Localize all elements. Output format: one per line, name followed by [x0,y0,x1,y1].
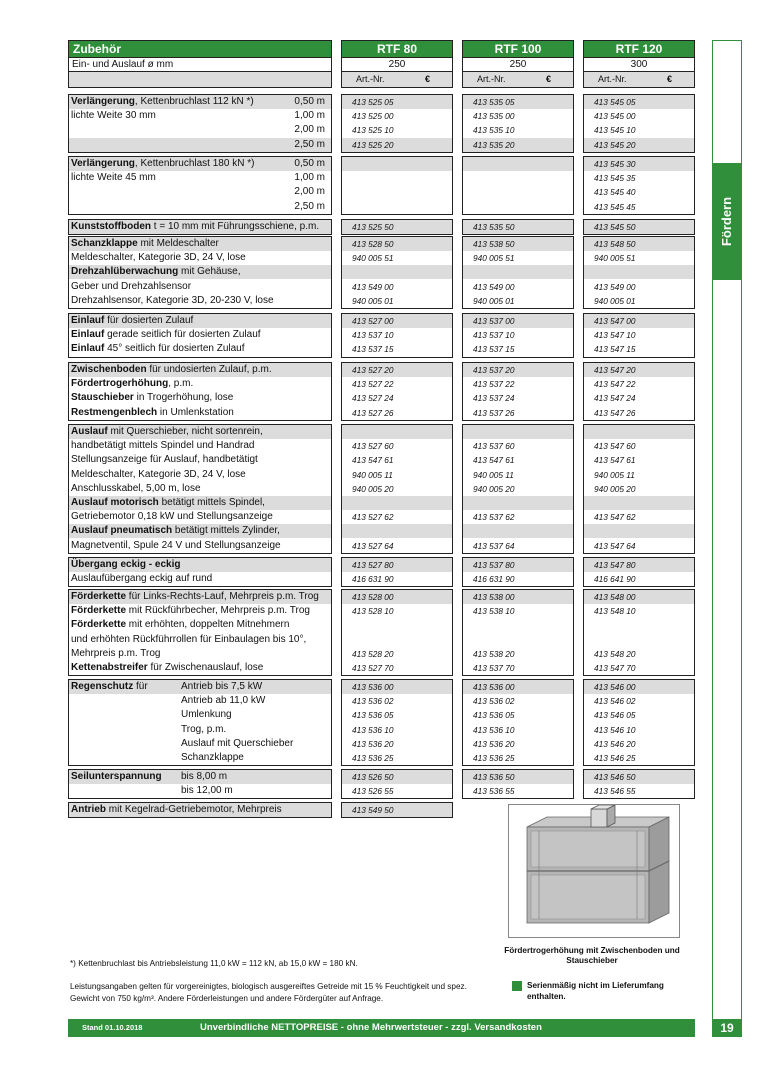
article-number [463,633,573,647]
article-number: 413 528 10 [352,606,394,616]
row-length: 2,00 m [294,124,325,135]
table-row [69,363,331,377]
article-number: 413 536 25 [473,753,515,763]
article-number: 413 536 05 [473,710,515,720]
art-header [463,72,573,87]
model-header-rtf80: RTF 80 [341,40,453,58]
article-number: 940 005 01 [473,296,515,306]
table-row [69,482,331,496]
article-number: 413 537 15 [473,344,515,354]
art-nr-label: Art.-Nr. [356,74,385,84]
row-subitem: Antrieb bis 7,5 kW [181,681,263,692]
article-number: 413 536 05 [352,710,394,720]
table-row [69,251,331,265]
article-number [463,496,573,510]
table-row [69,95,331,109]
row-description: Auslauf pneumatisch betätigt mittels Zylinder, [71,525,280,536]
article-number: 413 527 64 [352,541,394,551]
article-number [584,496,694,510]
diameter-value: 250 [463,58,573,72]
diameter-value: 250 [342,58,452,72]
footnote-breaking-load: *) Kettenbruchlast bis Antriebsleistung 11,0 kW = 112 kN, ab 15,0 kW = 180 kN. [70,959,358,968]
row-description: Mehrpreis p.m. Trog [71,648,161,659]
row-length: 0,50 m [294,96,325,107]
row-description: Zwischenboden für undosierten Zulauf, p.m. [71,364,272,375]
row-description: Fördertrogerhöhung, p.m. [71,378,194,389]
row-description: Geber und Drehzahlsensor [71,281,192,292]
article-number [584,618,694,632]
article-number: 413 546 05 [594,710,636,720]
article-number: 413 546 00 [584,680,694,694]
article-number: 413 527 26 [352,408,394,418]
article-number [342,171,452,185]
article-number: 413 526 55 [352,786,394,796]
row-description: Kunststoffboden t = 10 mm mit Führungsschiene, p.m. [71,221,320,232]
row-description: Getriebemotor 0,18 kW und Stellungsanzeige [71,511,273,522]
table-row [69,314,331,328]
article-number [463,157,573,171]
table-row [69,468,331,482]
article-number: 413 535 05 [463,95,573,109]
article-number: 940 005 11 [352,470,393,480]
article-number: 413 545 10 [594,125,636,135]
row-description: Schanzklappe mit Meldeschalter [71,238,219,249]
table-row [69,391,331,405]
trough-illustration [509,805,679,937]
article-number: 413 545 30 [584,157,694,171]
table-row [69,510,331,524]
article-number: 413 536 02 [473,696,515,706]
article-number [463,524,573,538]
article-number [584,425,694,439]
article-number [584,633,694,647]
table-row [69,425,331,439]
subheader-col-2 [583,58,695,88]
footer-bar [68,1019,695,1037]
article-number: 413 527 00 [342,314,452,328]
article-number: 940 005 20 [594,484,636,494]
article-number: 413 538 00 [463,590,573,604]
article-number: 940 005 11 [473,470,514,480]
article-number: 413 536 00 [342,680,452,694]
row-description: Meldeschalter, Kategorie 3D, 24 V, lose [71,252,246,263]
table-row [69,694,331,708]
article-number: 413 536 55 [473,786,515,796]
row-subitem: bis 12,00 m [181,785,233,796]
table-row [69,618,331,632]
article-number: 413 537 10 [473,330,515,340]
row-description: Einlauf für dosierten Zulauf [71,315,194,326]
article-number [342,265,452,279]
article-number: 413 536 50 [463,770,573,784]
table-row [69,558,331,572]
article-number [463,265,573,279]
article-number: 413 548 10 [594,606,636,616]
article-number: 413 535 20 [463,138,573,152]
table-row [69,280,331,294]
article-number: 413 527 22 [352,379,394,389]
row-description: Verlängerung, Kettenbruchlast 180 kN *) [71,158,255,169]
table-row [69,737,331,751]
article-number: 413 549 00 [473,282,515,292]
article-number: 413 536 10 [473,725,515,735]
article-number: 413 527 70 [352,663,394,673]
article-number: 413 547 70 [594,663,636,673]
article-number: 413 537 22 [473,379,515,389]
article-number [342,496,452,510]
article-number [463,200,573,214]
model-header-rtf120: RTF 120 [583,40,695,58]
table-row [69,171,331,185]
article-number: 413 545 50 [584,220,694,234]
article-number: 413 538 20 [473,649,515,659]
article-number [342,524,452,538]
article-number: 413 548 20 [594,649,636,659]
table-row [69,751,331,765]
row-length: 2,00 m [294,186,325,197]
article-number [463,425,573,439]
article-number: 413 547 24 [594,393,636,403]
art-header [584,72,694,87]
article-number: 413 527 80 [342,558,452,572]
article-number [463,185,573,199]
table-row [69,723,331,737]
row-description: Stauschieber in Trogerhöhung, lose [71,392,234,403]
table-row [69,680,331,694]
row-description: und erhöhten Rückführrollen für Einbaulagen bis 10°, [71,634,307,645]
article-number: 413 547 10 [594,330,636,340]
row-description: Förderkette für Links-Rechts-Lauf, Mehrpreis p.m. Trog [71,591,319,602]
article-number: 413 547 60 [594,441,636,451]
article-number: 413 545 20 [584,138,694,152]
footer-text: Unverbindliche NETTOPREISE - ohne Mehrwertsteuer - zzgl. Versandkosten [200,1022,542,1033]
article-number: 413 537 64 [473,541,515,551]
article-number: 413 528 20 [352,649,394,659]
euro-label: € [666,74,672,84]
article-number: 413 537 60 [473,441,515,451]
product-image [508,804,680,938]
article-number [342,618,452,632]
article-number: 413 536 20 [352,739,394,749]
article-number: 413 545 05 [584,95,694,109]
art-header [342,72,452,87]
article-number: 940 005 51 [594,253,636,263]
article-number: 413 537 10 [352,330,394,340]
table-row [69,406,331,420]
article-number [463,618,573,632]
row-description: Einlauf gerade seitlich für dosierten Zulauf [71,329,261,340]
row-length: 0,50 m [294,158,325,169]
article-number [342,185,452,199]
table-row [69,496,331,510]
article-number: 413 527 60 [352,441,394,451]
article-number: 413 526 50 [342,770,452,784]
table-row [69,342,331,356]
table-row [69,803,331,817]
image-caption: Fördertrogerhöhung mit Zwischenboden und Stauschieber [504,946,680,965]
article-number: 940 005 11 [594,470,635,480]
article-number: 940 005 01 [594,296,636,306]
table-row [69,661,331,675]
article-number [342,633,452,647]
article-number: 940 005 20 [473,484,515,494]
article-number: 413 547 26 [594,408,636,418]
table-row [69,439,331,453]
row-description: Stellungsanzeige für Auslauf, handbetätigt [71,454,258,465]
article-number: 413 536 25 [352,753,394,763]
footer-date: Stand 01.10.2018 [82,1023,143,1032]
article-number: 413 546 02 [594,696,636,706]
row-description: handbetätigt mittels Spindel und Handrad [71,440,255,451]
article-number: 413 546 25 [594,753,636,763]
row-subitem: Auslauf mit Querschieber [181,738,294,749]
row-description: Anschlusskabel, 5,00 m, lose [71,483,201,494]
article-number: 413 546 10 [594,725,636,735]
article-number: 413 525 50 [342,220,452,234]
euro-label: € [424,74,430,84]
article-number: 413 547 61 [473,455,515,465]
subheader-col-1 [462,58,574,88]
row-subitem: Schanzklappe [181,752,244,763]
article-number: 413 525 05 [342,95,452,109]
table-row [69,123,331,137]
article-number [584,265,694,279]
row-subitem: Trog, p.m. [181,724,227,735]
row-length: 2,50 m [294,201,325,212]
table-row [69,237,331,251]
row-description: Restmengenblech in Umlenkstation [71,407,234,418]
article-number: 413 537 15 [352,344,394,354]
row-description: Übergang eckig - eckig [71,559,181,570]
row-description: lichte Weite 45 mm [71,172,156,183]
article-number: 416 631 90 [352,574,394,584]
article-number: 413 535 00 [473,111,515,121]
subheader-box [68,58,332,88]
subheader-shade [69,72,331,87]
legend-swatch [512,981,522,991]
article-number: 413 528 50 [342,237,452,251]
table-row [69,604,331,618]
article-number: 413 538 50 [463,237,573,251]
table-row [69,708,331,722]
table-row [69,647,331,661]
article-number: 413 535 10 [473,125,515,135]
article-number [584,524,694,538]
row-description: Förderkette mit Rückführbecher, Mehrpreis p.m. Trog [71,605,310,616]
article-number: 413 549 50 [342,803,452,817]
row-description: Seilunterspannung [71,771,162,782]
article-number: 413 546 20 [594,739,636,749]
row-description: Auslaufübergang eckig auf rund [71,573,213,584]
page-number: 19 [712,1019,742,1037]
article-number: 413 537 70 [473,663,515,673]
table-row [69,539,331,553]
row-description: Drehzahlsensor, Kategorie 3D, 20-230 V, lose [71,295,274,306]
article-number: 413 527 24 [352,393,394,403]
row-description: Kettenabstreifer für Zwischenauslauf, lose [71,662,264,673]
table-row [69,265,331,279]
article-number: 413 547 61 [352,455,394,465]
row-description: Regenschutz für [71,681,148,692]
article-number: 413 548 00 [584,590,694,604]
row-subitem: Antrieb ab 11,0 kW [181,695,266,706]
article-number: 413 546 50 [584,770,694,784]
table-row [69,185,331,199]
footnote-performance: Leistungsangaben gelten für vorgereinigtes, biologisch ausgereiftes Getreide mit 15 % Feuchtigkeit und spez. Gewicht von 750 kg/m³. Andere Förderleistungen und andere Fördergüter auf Anfrage. [70,982,467,1003]
article-number: 413 525 10 [352,125,394,135]
article-number: 413 549 00 [594,282,636,292]
diameter-label: Ein- und Auslauf ø mm [69,58,331,72]
table-row [69,524,331,538]
article-number: 416 641 90 [594,574,636,584]
table-row [69,453,331,467]
article-number: 413 535 50 [463,220,573,234]
side-tab-foerdern[interactable]: Fördern [712,163,742,280]
article-number: 413 528 00 [342,590,452,604]
diameter-value: 300 [584,58,694,72]
table-row [69,784,331,798]
art-nr-label: Art.-Nr. [477,74,506,84]
article-number: 940 005 51 [352,253,394,263]
article-number: 413 547 20 [584,363,694,377]
subheader-col-0 [341,58,453,88]
article-number: 413 547 80 [584,558,694,572]
article-number [463,171,573,185]
row-description: Förderkette mit erhöhten, doppelten Mitnehmern [71,619,290,630]
table-row [69,633,331,647]
euro-label: € [545,74,551,84]
row-description: Einlauf 45° seitlich für dosierten Zulauf [71,343,245,354]
article-number: 413 547 15 [594,344,636,354]
article-number: 413 537 24 [473,393,515,403]
row-description: Magnetventil, Spule 24 V und Stellungsanzeige [71,540,281,551]
table-title: Zubehör [68,40,332,58]
table-row [69,328,331,342]
legend-text: Serienmäßig nicht im Lieferumfang enthalten. [527,981,664,1001]
table-row [69,157,331,171]
row-subitem: bis 8,00 m [181,771,228,782]
article-number: 413 545 45 [594,202,636,212]
article-number: 413 545 35 [594,173,636,183]
article-number: 413 547 00 [584,314,694,328]
table-row [69,294,331,308]
table-row [69,200,331,214]
article-number: 940 005 20 [352,484,394,494]
article-number: 413 525 00 [352,111,394,121]
article-number: 940 005 01 [352,296,394,306]
table-row [69,572,331,586]
article-number: 413 545 40 [594,187,636,197]
article-number: 413 536 20 [473,739,515,749]
article-number: 413 536 02 [352,696,394,706]
row-subitem: Umlenkung [181,709,232,720]
table-row [69,590,331,604]
article-number [342,157,452,171]
table-row [69,377,331,391]
article-number: 413 547 61 [594,455,636,465]
row-length: 1,00 m [294,172,325,183]
article-number: 413 527 62 [352,512,394,522]
article-number: 413 547 22 [594,379,636,389]
row-description: Meldeschalter, Kategorie 3D, 24 V, lose [71,469,246,480]
article-number: 413 547 62 [594,512,636,522]
article-number: 413 545 00 [594,111,636,121]
row-description: Auslauf mit Querschieber, nicht sortenrein, [71,426,263,437]
row-description: Antrieb mit Kegelrad-Getriebemotor, Mehrpreis [71,804,282,815]
row-description: Drehzahlüberwachung mit Gehäuse, [71,266,241,277]
article-number: 413 548 50 [584,237,694,251]
article-number: 413 537 62 [473,512,515,522]
article-number: 940 005 51 [473,253,515,263]
row-description: Verlängerung, Kettenbruchlast 112 kN *) [71,96,254,107]
article-number: 413 537 80 [463,558,573,572]
article-number: 413 538 10 [473,606,515,616]
model-header-rtf100: RTF 100 [462,40,574,58]
article-number [342,200,452,214]
table-row [69,109,331,123]
table-row [69,770,331,784]
article-number: 413 525 20 [342,138,452,152]
art-nr-label: Art.-Nr. [598,74,627,84]
article-number [342,425,452,439]
table-row [69,220,331,234]
row-description: lichte Weite 30 mm [71,110,156,121]
article-number: 416 631 90 [473,574,515,584]
article-number: 413 537 20 [463,363,573,377]
article-number: 413 546 55 [594,786,636,796]
row-length: 2,50 m [294,139,325,150]
article-number: 413 536 10 [352,725,394,735]
table-row [69,138,331,152]
row-description: Auslauf motorisch betätigt mittels Spindel, [71,497,265,508]
article-number: 413 537 00 [463,314,573,328]
row-length: 1,00 m [294,110,325,121]
article-number: 413 549 00 [352,282,394,292]
article-number: 413 547 64 [594,541,636,551]
article-number: 413 536 00 [463,680,573,694]
article-number: 413 537 26 [473,408,515,418]
article-number: 413 527 20 [342,363,452,377]
